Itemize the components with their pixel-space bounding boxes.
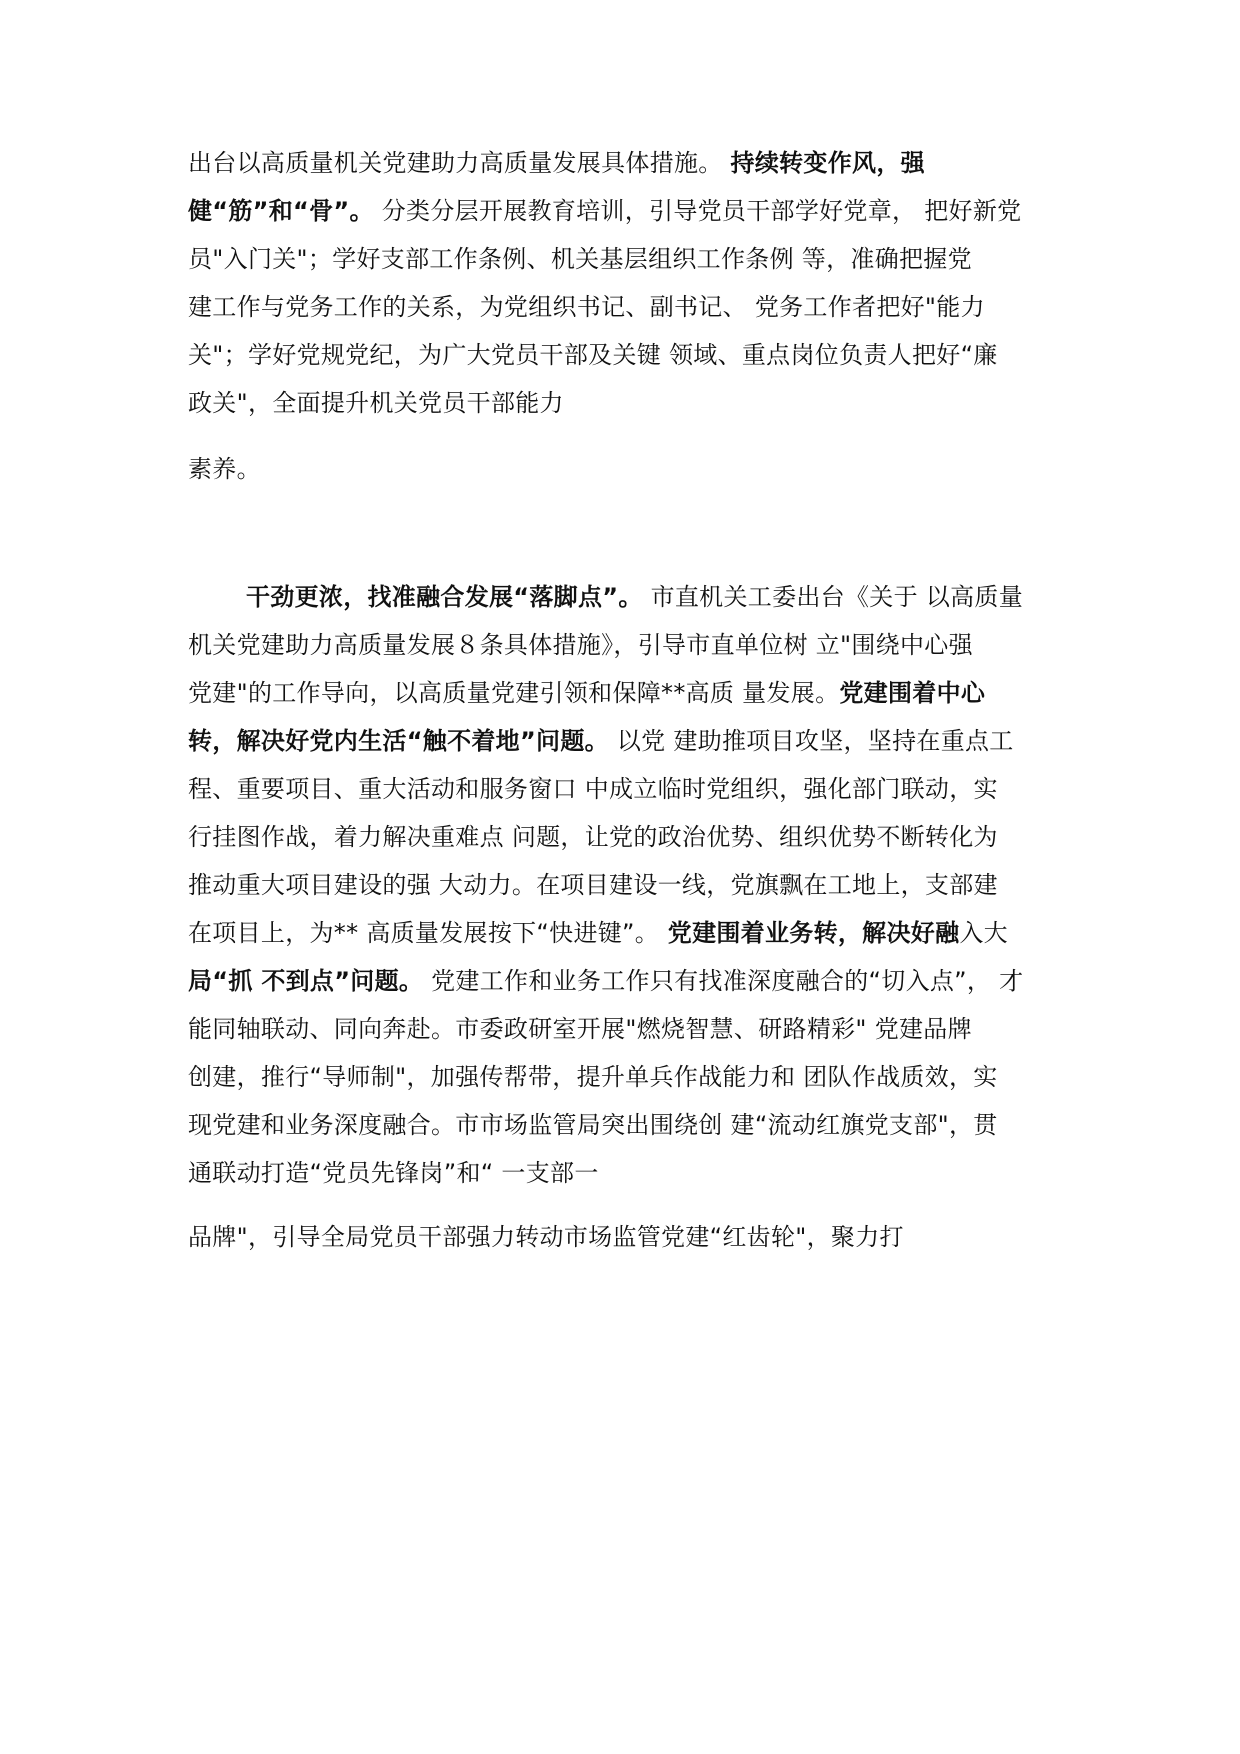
text-run: 行挂图作战，着力解决重难点 问题，让党的政治优势、组织优势不断转化为 (188, 823, 998, 851)
paragraph-1-line-3 (188, 242, 972, 276)
bold-heading-run: 健“筋”和“骨”。 (188, 197, 374, 225)
paragraph-1-line-7 (188, 452, 261, 486)
paragraph-2-line-8 (188, 916, 1008, 950)
paragraph-1-line-6 (188, 386, 564, 420)
paragraph-1-line-4 (188, 290, 985, 324)
text-run: 员"入门关"；学好支部工作条例、机关基层组织工作条例 等，准确把握党 (188, 245, 972, 273)
text-run: 通联动打造“党员先锋岗”和“ 一支部一 (188, 1159, 599, 1187)
bold-heading-run: 转，解决好党内生活“触不着地”问题。 (188, 727, 609, 755)
paragraph-1-line-5 (188, 338, 998, 372)
text-run: 以党 建助推项目攻坚，坚持在重点工 (608, 727, 1014, 755)
paragraph-2-line-11 (188, 1060, 998, 1094)
text-run: 出台以高质量机关党建助力高质量发展具体措施。 (188, 149, 731, 177)
paragraph-2-line-10 (188, 1012, 972, 1046)
text-run: 创建，推行“导师制"，加强传帮带，提升单兵作战能力和 团队作战质效，实 (188, 1063, 998, 1091)
text-run: 程、重要项目、重大活动和服务窗口 中成立临时党组织，强化部门联动，实 (188, 775, 998, 803)
paragraph-2-line-6 (188, 820, 998, 854)
paragraph-2-line-12 (188, 1108, 998, 1142)
text-run: 能同轴联动、同向奔赴。市委政研室开展"燃烧智慧、研路精彩" 党建品牌 (188, 1015, 972, 1043)
text-run: 党建"的工作导向，以高质量党建引领和保障**高质 量发展。 (188, 679, 840, 707)
paragraph-2-line-14 (188, 1220, 904, 1254)
paragraph-2-line-5 (188, 772, 998, 806)
paragraph-1-line-2 (188, 194, 1021, 228)
text-run: 分类分层开展教育培训，引导党员干部学好党章， 把好新党 (373, 197, 1022, 225)
paragraph-2-line-9 (188, 964, 1023, 998)
text-run: 建工作与党务工作的关系，为党组织书记、副书记、 党务工作者把好"能力 (188, 293, 985, 321)
text-run: 党建工作和业务工作只有找准深度融合的“切入点”， 才 (423, 967, 1024, 995)
text-run: 入大 (959, 919, 1008, 947)
bold-heading-run: 持续转变作风，强 (730, 149, 925, 177)
paragraph-2-line-4 (188, 724, 1014, 758)
bold-heading-run: 党建围着业务转，解决好融 (659, 919, 960, 947)
text-run: 推动重大项目建设的强 大动力。在项目建设一线，党旗飘在工地上，支部建 (188, 871, 998, 899)
paragraph-2-line-1 (246, 580, 1023, 614)
text-run: 现党建和业务深度融合。市市场监管局突出围绕创 建“流动红旗党支部"，贯 (188, 1111, 998, 1139)
text-run: 在项目上，为** 高质量发展按下“快进键”。 (188, 919, 660, 947)
paragraph-2-line-7 (188, 868, 998, 902)
paragraph-2-line-13 (188, 1156, 599, 1190)
bold-heading-run: 干劲更浓，找准融合发展“落脚点”。 (246, 583, 643, 611)
paragraph-1-line-1 (188, 146, 925, 180)
bold-heading-run: 党建围着中心 (839, 679, 986, 707)
text-run: 素养。 (188, 455, 261, 483)
text-run: 市直机关工委出台《关于 以高质量 (642, 583, 1024, 611)
text-run: 机关党建助力高质量发展８条具体措施》，引导市直单位树 立"围绕中心强 (188, 631, 973, 659)
text-run: 品牌"，引导全局党员干部强力转动市场监管党建“红齿轮"，聚力打 (188, 1223, 904, 1251)
text-run: 关"；学好党规党纪，为广大党员干部及关键 领域、重点岗位负责人把好“廉 (188, 341, 998, 369)
text-run: 政关"，全面提升机关党员干部能力 (188, 389, 564, 417)
bold-heading-run: 局“抓 不到点”问题。 (188, 967, 424, 995)
paragraph-2-line-2 (188, 628, 973, 662)
paragraph-2-line-3 (188, 676, 985, 710)
